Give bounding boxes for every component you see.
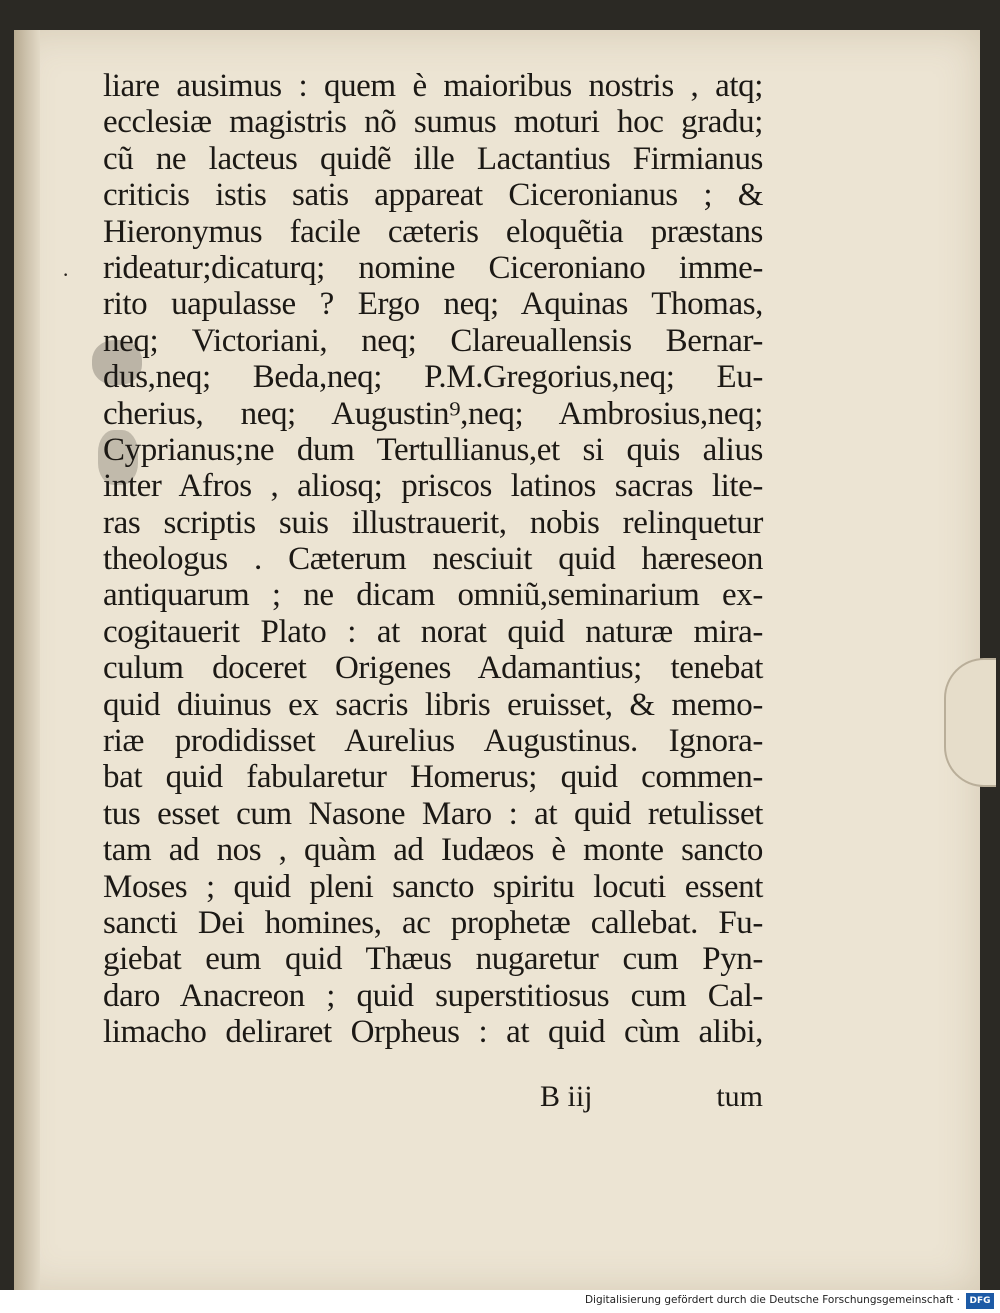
text-line: daro Anacreon ; quid superstitiosus cum Cal- xyxy=(103,977,763,1014)
page-foot xyxy=(103,1080,763,1116)
signature-mark: B iij xyxy=(540,1080,593,1113)
text-line: limacho deliraret Orpheus : at quid cùm alibi, xyxy=(103,1014,763,1051)
text-line: Moses ; quid pleni sancto spiritu locuti essent xyxy=(103,868,763,905)
footer-credit: Digitalisierung gefördert durch die Deutsche Forschungsgemeinschaft · xyxy=(584,1294,960,1306)
text-line: tus esset cum Nasone Maro : at quid retulisset xyxy=(103,795,763,832)
text-line: Cyprianus;ne dum Tertullianus,et si quis alius xyxy=(103,431,763,468)
catchword: tum xyxy=(716,1080,763,1113)
text-line: cogitauerit Plato : at norat quid naturæ mira- xyxy=(103,613,763,650)
text-line: cũ ne lacteus quidẽ ille Lactantius Firmianus xyxy=(103,140,763,177)
margin-mark: · xyxy=(62,262,70,287)
text-line: quid diuinus ex sacris libris eruisset, & memo- xyxy=(103,686,763,723)
text-line: tam ad nos , quàm ad Iudæos è monte sancto xyxy=(103,832,763,869)
text-line: riæ prodidisset Aurelius Augustinus. Ignora- xyxy=(103,723,763,760)
text-line: rideatur;dicaturq; nomine Ciceroniano imme- xyxy=(103,249,763,286)
text-line: dus,neq; Beda,neq; P.M.Gregorius,neq; Eu- xyxy=(103,359,763,396)
text-line: giebat eum quid Thæus nugaretur cum Pyn- xyxy=(103,941,763,978)
text-line: sancti Dei homines, ac prophetæ callebat. Fu- xyxy=(103,904,763,941)
text-line: antiquarum ; ne dicam omniũ,seminarium ex- xyxy=(103,577,763,614)
text-line: ecclesiæ magistris nõ sumus moturi hoc gradu; xyxy=(103,104,763,141)
text-line: theologus . Cæterum nesciuit quid hæreseon xyxy=(103,541,763,578)
text-line: liare ausimus : quem è maioribus nostris , atq; xyxy=(103,68,763,104)
text-line: neq; Victoriani, neq; Clareuallensis Bernar- xyxy=(103,322,763,359)
text-line: ras scriptis suis illustrauerit, nobis relinquetur xyxy=(103,504,763,541)
text-line: criticis istis satis appareat Ciceronianus ; & xyxy=(103,177,763,214)
page-gutter xyxy=(14,30,40,1292)
footer-bar xyxy=(0,1290,1000,1313)
text-line: Hieronymus facile cæteris eloquẽtia præstans xyxy=(103,213,763,250)
text-line: culum doceret Origenes Adamantius; tenebat xyxy=(103,650,763,687)
text-line: rito uapulasse ? Ergo neq; Aquinas Thomas, xyxy=(103,286,763,323)
text-line: bat quid fabularetur Homerus; quid commen- xyxy=(103,759,763,796)
body-text xyxy=(103,68,763,1051)
dfg-logo-icon: DFG xyxy=(966,1293,994,1309)
text-line: cherius, neq; Augustin⁹,neq; Ambrosius,neq; xyxy=(103,395,763,432)
page-tab-notch xyxy=(944,658,996,787)
text-line: inter Afros , aliosq; priscos latinos sacras lite- xyxy=(103,468,763,505)
